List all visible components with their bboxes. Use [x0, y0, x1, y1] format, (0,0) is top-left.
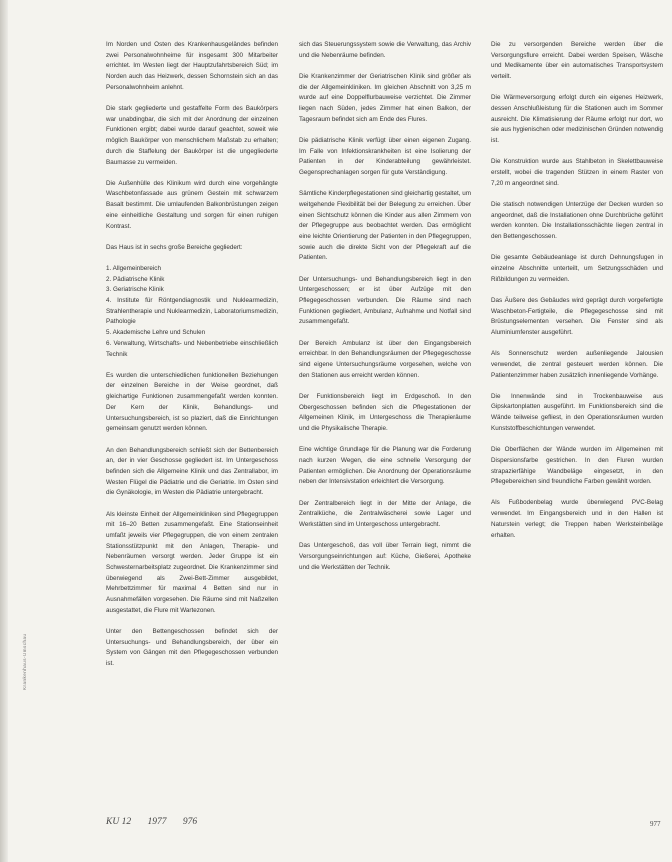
list-item: 1. Allgemeinbereich: [106, 264, 161, 272]
paragraph: Die Konstruktion wurde aus Stahlbeton in Skelettbauweise erstellt, wobei die tragenden Stützen in einem Raster von 7,20 m angeordnet sind.: [491, 158, 663, 187]
paragraph: Die Krankenzimmer der Geriatrischen Klinik sind größer als die der Allgemeinkliniken. Im gleichen Abschnitt von 3,25 m wurde auf eine Doppelflurbauweise verzichtet. Die Zimmer liegen nach Süden, jedes Zimmer hat einen Balkon, der Tagesraum befindet sich am Ende des Flures.: [299, 72, 471, 123]
paragraph: Der Untersuchungs- und Behandlungsbereich liegt in den Untergeschossen; er ist über Aufzüge mit den Pflegegeschossen verbunden. Die Räume sind nach Funktionen gegliedert, Ambulanz, Aufnahme und Notfall sind zusammengefaßt.: [299, 275, 471, 326]
paragraph: Die Wärmeversorgung erfolgt durch ein eigenes Heizwerk, dessen Anschlußleistung für die Stationen auch im Sommer ausreicht. Die Klimatisierung der Räume erfolgt nur dort, wo sie aus hygienischen oder medizinischen Gründen notwendig ist.: [491, 94, 663, 145]
paragraph: Das Haus ist in sechs große Bereiche gegliedert:: [106, 243, 243, 251]
paragraph: Unter den Bettengeschossen befindet sich der Untersuchungs- und Behandlungsbereich, der über ein System von Gängen mit den Pflegegeschossen verbunden ist.: [106, 628, 278, 668]
paragraph: Die Außenhülle des Klinikum wird durch eine vorgehängte Waschbetonfassade aus grünem Gestein mit schwarzem Basalt bestimmt. Die umlaufenden Balkonbrüstungen zeigen eine einheitliche Gestaltung und sorgen für einen ruhigen Kontrast.: [106, 179, 278, 230]
paragraph: Im Norden und Osten des Krankenhausgeländes befinden zwei Personalwohnheime für insgesamt 300 Mitarbeiter errichtet. Im Westen liegt der Hauptzufahrtsbereich Süd; im Norden auch das Heizwerk, dessen Schornstein sich an das Personalwohnheim anlehnt.: [106, 41, 278, 91]
paragraph: Das Äußere des Gebäudes wird geprägt durch vorgefertigte Waschbeton-Fertigteile, die Pflegegeschosse sind mit Brüstungselementen versehen. Die Fenster sind als Aluminiumfenster ausgeführt.: [491, 296, 663, 336]
journal-year: 1977: [147, 817, 167, 827]
list-item: 2. Pädiatrische Klinik: [106, 275, 165, 283]
paragraph: Die Innenwände sind in Trockenbauweise aus Gipskartonplatten ausgeführt. Im Funktionsbereich sind die Wände teilweise gefliest, in den Operationsräumen wurden Kunststoffbeschichtungen verwendet.: [491, 392, 663, 432]
journal-issue: KU 12: [106, 817, 132, 827]
paragraph: Als Fußbodenbelag wurde überwiegend PVC-Belag verwendet. Im Eingangsbereich und in den Hallen ist Naturstein verlegt; die Treppen haben Werksteinbeläge erhalten.: [491, 499, 663, 539]
paragraph: Die stark gegliederte und gestaffelte Form des Baukörpers war unabdingbar, die sich mit der Anordnung der einzelnen Funktionen ergibt; dabei wurde darauf geachtet, soweit wie möglich Baukörper von menschlichem Maßstab zu erhalten; durch die Staffelung der Baukörper ist die ungegliederte Baumasse zu vermeiden.: [106, 105, 278, 166]
list-item: 6. Verwaltung, Wirtschafts- und Nebenbetriebe einschließlich Technik: [106, 339, 278, 358]
paragraph: Die Oberflächen der Wände wurden im Allgemeinen mit Dispersionsfarbe gestrichen. In den Fluren wurden strapazierfähige Wandbeläge eingesetzt, in den Pflegebereichen sind freundliche Farben gewählt worden.: [491, 446, 663, 486]
paragraph: An den Behandlungsbereich schließt sich der Bettenbereich an, der in vier Geschosse gegliedert ist. Im Untergeschoss befinden sich die Allgemeine Klinik und das Zentrallabor, im Westen Flügel die Pädiatrie und die Geriatrie. Im Osten sind die Gynäkologie, im Westen die Pädiatrie untergebracht.: [106, 446, 278, 497]
list-item: 4. Institute für Röntgendiagnostik und Nuklearmedizin, Strahlentherapie und Nuklearmedizin, Laboratoriumsmedizin, Pathologie: [106, 297, 278, 326]
paragraph: Das Untergeschoß, das voll über Terrain liegt, nimmt die Versorgungseinrichtungen auf: Küche, Gießerei, Apotheke und die Werkstätten der Technik.: [299, 542, 471, 571]
paragraph: Die zu versorgenden Bereiche werden über die Versorgungsflure erreicht. Dabei werden Speisen, Wäsche und Medikamente über ein automatisches Transportsystem verteilt.: [491, 41, 663, 81]
paragraph: Sämtliche Kinderpflegestationen sind gleichartig gestaltet, um weitgehende Flexibilität bei der Belegung zu erreichen. Über einen Sichtschutz können die Kinder aus allen Zimmern von der Pflegegruppe aus beobachtet werden. Das ermöglicht eine leichte Orientierung der Patienten in den Pflegegruppen, sowie auch die direkte Sicht von der Pflegekraft auf die Patienten.: [299, 190, 471, 262]
side-margin-mark: Krankenhaus-Umschau: [22, 633, 27, 690]
paragraph: Die pädiatrische Klinik verfügt über einen eigenen Zugang. Im Falle von Infektionskrankheiten ist eine Isolierung der Patienten in der Kinderabteilung gewährleistet. Gegensprechanlagen sorgen für gute Verständigung.: [299, 136, 471, 177]
paragraph: Der Funktionsbereich liegt im Erdgeschoß. In den Obergeschossen befinden sich die Pflegestationen der Allgemeinen Klinik, im Untergeschoss die Therapieräume und die Physikalische Therapie.: [299, 392, 471, 433]
paragraph: sich das Steuerungssystem sowie die Verwaltung, das Archiv und die Nebenräume befinden.: [299, 41, 471, 59]
text-column-2: [299, 40, 471, 584]
paragraph: Als kleinste Einheit der Allgemeinkliniken sind Pflegegruppen mit 16–20 Betten zusammengefaßt. Eine Stationseinheit umfaßt jeweils vier Pflegegruppen, die von einem zentralen Stationsstützpunkt mit den Anlagen, Therapie- und Nebenräumen versorgt werden. Jeder Gruppe ist ein Schwesternarbeitsplatz zugeordnet. Die Krankenzimmer sind überwiegend als Zwei-Bett-Zimmer ausgebildet, Mehrbettzimmer für maximal 4 Betten sind nur in Ausnahmefällen vorgesehen. Die Räume sind mit Naßzellen ausgestattet, die Flure mit Wartezonen.: [106, 510, 278, 614]
paragraph: Die gesamte Gebäudeanlage ist durch Dehnungsfugen in einzelne Abschnitte unterteilt, um Setzungsschäden und Rißbildungen zu vermeiden.: [491, 254, 663, 283]
paragraph: Eine wichtige Grundlage für die Planung war die Forderung nach kurzen Wegen, die eine schnelle Versorgung der Patienten ermöglichen. Die Anordnung der Operationsräume neben der Intensivstation erleichtert die Versorgung.: [299, 446, 471, 486]
list-item: 5. Akademische Lehre und Schulen: [106, 329, 206, 337]
paragraph: Der Bereich Ambulanz ist über den Eingangsbereich erreichbar. In den Behandlungsräumen der Pflegegeschosse sind eigene Untersuchungsräume vorgesehen, welche von den Stationen aus erreicht werden können.: [299, 339, 471, 379]
text-column-1: [106, 40, 278, 680]
paragraph: Als Sonnenschutz werden außenliegende Jalousien verwendet, die zentral gesteuert werden können. Die Patientenzimmer haben zusätzlich innenliegende Vorhänge.: [491, 350, 663, 379]
page-footer-left: [106, 817, 211, 827]
paragraph: Es wurden die unterschiedlichen funktionellen Beziehungen der einzelnen Bereiche in der Weise geordnet, daß gleichartige Funktionen zusammengefaßt werden konnten. Der Kern der Klinik, Behandlungs- und Untersuchungsbereich, ist so plaziert, daß die Einrichtungen gemeinsam genutzt werden können.: [106, 371, 278, 433]
list-item: 3. Geriatrische Klinik: [106, 286, 164, 294]
paragraph: Der Zentralbereich liegt in der Mitte der Anlage, die Zentralküche, die Zentralwäscherei sowie Lager und Werkstätten sind im Untergeschoss untergebracht.: [299, 499, 471, 529]
area-list: [106, 264, 278, 360]
page-number-left: 976: [182, 817, 198, 827]
text-column-3: [491, 40, 663, 552]
page-spine-shadow: [0, 0, 8, 862]
page-number-right: 977: [650, 820, 661, 828]
paragraph: Die statisch notwendigen Unterzüge der Decken wurden so angeordnet, daß die Installationen ohne Durchbrüche geführt werden konnten. Die Installationsschächte liegen zentral in den Bettengeschossen.: [491, 200, 663, 241]
